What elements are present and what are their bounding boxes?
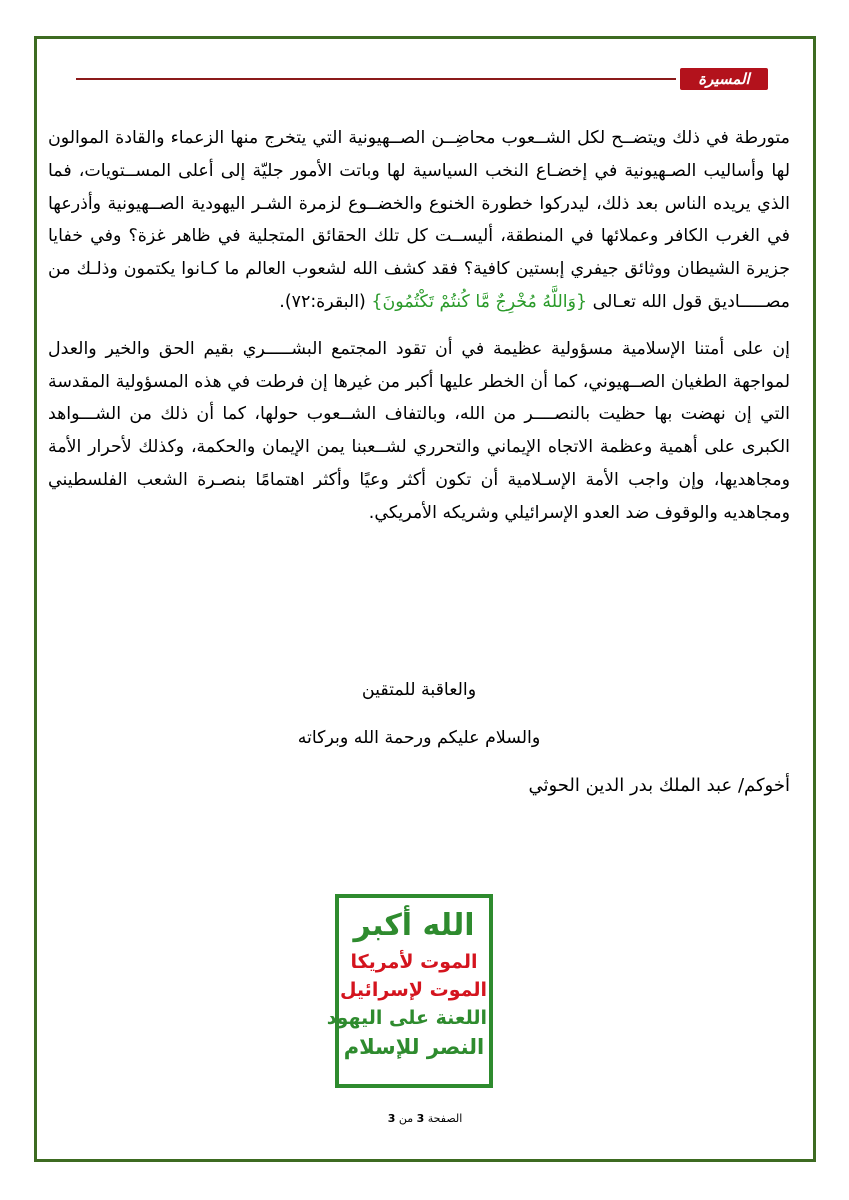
header-rule xyxy=(76,78,676,80)
emblem-content xyxy=(326,900,487,1082)
quran-reference: (البقرة:٧٢). xyxy=(279,291,372,312)
closing-line-2: والسلام عليكم ورحمة الله وبركاته xyxy=(297,728,541,748)
paragraph-2: إن على أمتنا الإسلامية مسؤولية عظيمة في أن تقود المجتمع البشـــــري بقيم الحق والخير والعدل لمواجهة الطغيان الصــهيوني، كما أن الخطر عليها أكبر من غيرها إن فرطت في هذه المسؤولية المقدسة التي إن نهضت بها حظيت بالنصــــر من الله، وبالتفاف الشــعوب حولها، كما أن ذلك من الشـــواهد الكبرى على أهمية وعظمة الاتجاه الإيماني والتحرري لشــعبنا يمن الإيمان والحكمة، وكذلك لأحرار الأمة ومجاهديها، وإن واجب الأمة الإسـلامية أن تكون أكثر وعيًا وأكثر اهتمامًا بنصـرة الشعب الفلسطيني ومجاهديه والوقوف ضد العدو الإسرائيلي وشريكه الأمريكي. xyxy=(48,338,790,523)
emblem-line-1: الله أكبر xyxy=(353,908,475,943)
paragraph-1 xyxy=(48,122,790,319)
emblem-line-2: الموت لأمريكا xyxy=(350,951,478,973)
emblem-line-4: اللعنة على اليهود xyxy=(326,1007,487,1029)
emblem-line-3: الموت لإسرائيل xyxy=(339,979,487,1001)
letter-body xyxy=(48,122,790,530)
emblem-line-5: النصر للإسلام xyxy=(343,1035,485,1059)
total-pages: 3 xyxy=(387,1112,396,1125)
current-page: 3 xyxy=(416,1112,425,1125)
closing-line-1: والعاقبة للمتقين xyxy=(361,680,477,700)
page-number xyxy=(34,1112,816,1125)
masirah-logo: المسيرة xyxy=(680,68,768,90)
sarkha-emblem xyxy=(326,894,493,1088)
signature: أخوكم/ عبد الملك بدر الدين الحوثي xyxy=(528,775,790,796)
page-separator: من xyxy=(398,1112,414,1125)
quran-verse: {وَاللَّهُ مُخْرِجٌ مَّا كُنتُمْ تَكْتُمُونَ} xyxy=(371,291,588,312)
page-label: الصفحة xyxy=(427,1112,463,1125)
paragraph-1-text: متورطة في ذلك ويتضــح لكل الشــعوب محاضِــن الصــهيونية التي يتخرج منها الزعماء والقادة الموالون لها وأساليب الصـهيونية في إخضـاع النخب السياسية لها وباتت الأمور جليّة إلى أعلى المســتويات، فما الذي يريده الناس بعد ذلك، ليدركوا خطورة الخنوع والخضــوع لزمرة الشـر اليهودية الصــهيونية وأذرعها في الغرب الكافر وعملائها في المنطقة، أليســت كل تلك الحقائق المتجلية في ظاهر غزة؟ وفي خفايا جزيرة الشيطان ووثائق جيفري إبستين كافية؟ فقد كشف الله لشعوب العالم ما كـانوا يكتمون وذلـك من مصـــــاديق قول الله تعـالى xyxy=(48,128,790,312)
